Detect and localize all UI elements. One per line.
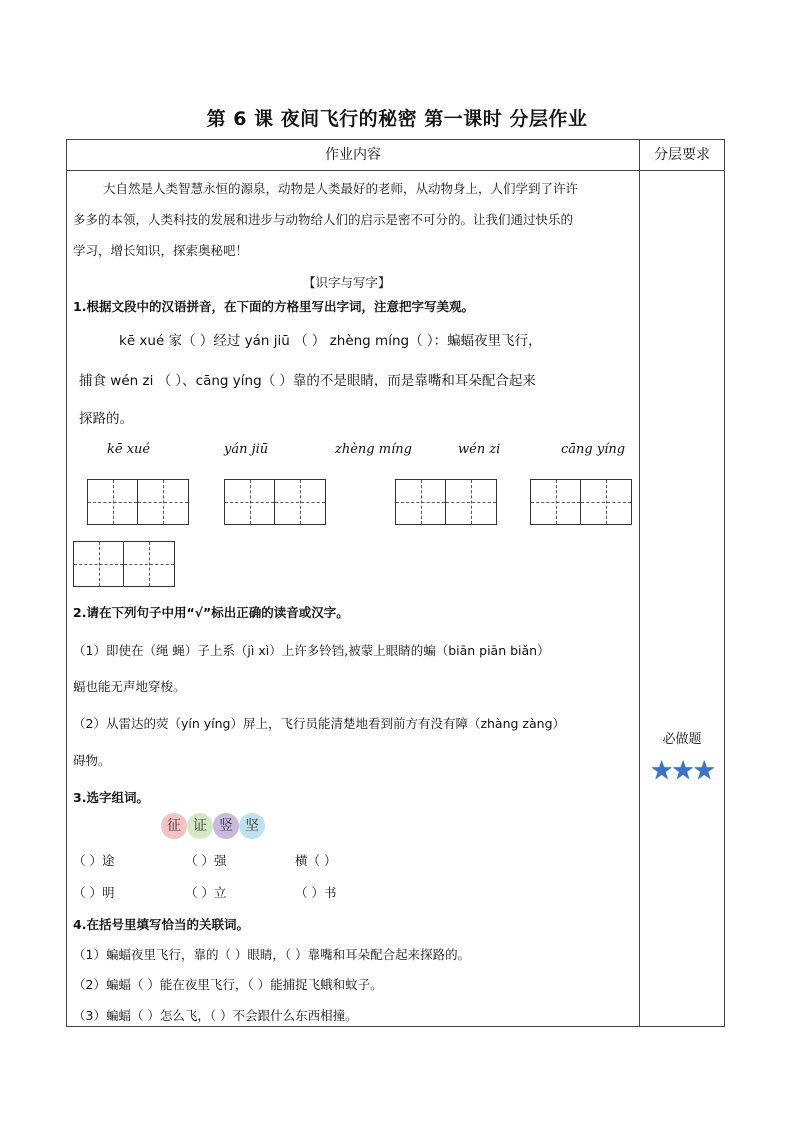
- grid-cell[interactable]: [74, 542, 124, 586]
- table-header-row: [67, 140, 724, 171]
- grid-cell[interactable]: [88, 480, 138, 524]
- q4-sentence: （1）蝙蝠夜里飞行，靠的（ ）眼睛，（ ）靠嘴和耳朵配合起来探路的。: [73, 947, 471, 962]
- q4-prompt: 4.在括号里填写恰当的关联词。: [73, 917, 249, 932]
- q3-prompt: 3.选字组词。: [73, 790, 149, 805]
- q1-prompt: 1.根据文段中的汉语拼音，在下面的方格里写出字词，注意把字写美观。: [73, 299, 474, 314]
- header-requirement: 分层要求: [654, 147, 710, 163]
- char-circle: 坚: [239, 813, 265, 839]
- column-divider: [639, 140, 640, 1026]
- q3-blank: （ ）强: [185, 853, 227, 868]
- writing-grid[interactable]: [530, 479, 632, 525]
- pinyin-label: cāng yíng: [561, 442, 626, 457]
- writing-grid[interactable]: [395, 479, 497, 525]
- q1-passage-line: kē xué 家（ ）经过 yán jiū （ ） zhèng míng（ ）：蝙蝠夜里飞行，: [119, 333, 542, 349]
- grid-cell[interactable]: [275, 480, 325, 524]
- grid-cell[interactable]: [124, 542, 174, 586]
- q2-prompt: 2.请在下列句子中用“√”标出正确的读音或汉字。: [73, 605, 349, 620]
- q4-sentence: （3）蝙蝠（ ）怎么飞，（ ）不会跟什么东西相撞。: [73, 1008, 358, 1023]
- q3-blank: （ ）明: [73, 885, 115, 900]
- header-content: 作业内容: [325, 147, 381, 163]
- writing-grid[interactable]: [87, 479, 189, 525]
- writing-grid[interactable]: [73, 541, 175, 587]
- grid-cell[interactable]: [581, 480, 631, 524]
- star-rating-icon: [640, 756, 724, 786]
- intro-line: 大自然是人类智慧永恒的源泉，动物是人类最好的老师，从动物身上，人们学到了许许: [103, 181, 579, 196]
- q2-sentence-line: （1）即使在（绳 蝇）子上系（jì xì）上许多铃铛,被蒙上眼睛的蝙（biān piān biǎn）: [73, 643, 550, 658]
- pinyin-label: wén zi: [458, 442, 501, 457]
- q2-sentence-line: （2）从雷达的荧（yín yíng）屏上，飞行员能清楚地看到前方有没有障（zhàng zàng）: [73, 716, 565, 731]
- writing-grid[interactable]: [224, 479, 326, 525]
- q1-passage-line: 捕食 wén zi （ ）、cāng yíng（ ）靠的不是眼睛，而是靠嘴和耳朵配合起来: [79, 373, 536, 389]
- page-title: 第 6 课 夜间飞行的秘密 第一课时 分层作业: [206, 108, 588, 130]
- char-circle: 竖: [213, 813, 239, 839]
- grid-cell[interactable]: [531, 480, 581, 524]
- homework-table: [66, 139, 725, 1027]
- section-heading: 【识字与写字】: [303, 275, 391, 290]
- q3-blank: 横（ ）: [295, 853, 337, 868]
- char-circle: 证: [187, 813, 213, 839]
- q2-sentence-line: 碍物。: [73, 753, 111, 768]
- grid-cell[interactable]: [138, 480, 188, 524]
- intro-line: 多多的本领，人类科技的发展和进步与动物给人们的启示是密不可分的。让我们通过快乐的: [73, 212, 574, 227]
- stars-text: ★★★: [650, 756, 714, 786]
- pinyin-label: kē xué: [107, 442, 151, 457]
- q4-sentence: （2）蝙蝠（ ）能在夜里飞行，（ ）能捕捉飞蛾和蚊子。: [73, 977, 383, 992]
- pinyin-label: zhèng míng: [335, 442, 412, 457]
- q2-sentence-line: 蝠也能无声地穿梭。: [73, 679, 186, 694]
- q3-blank: （ ）途: [73, 853, 115, 868]
- char-circle: 征: [161, 813, 187, 839]
- grid-cell[interactable]: [396, 480, 446, 524]
- grid-cell[interactable]: [446, 480, 496, 524]
- q1-passage-line: 探路的。: [79, 411, 133, 427]
- pinyin-label: yán jiū: [224, 442, 269, 457]
- intro-line: 学习，增长知识，探索奥秘吧！: [73, 243, 249, 258]
- q3-blank: （ ）立: [185, 885, 227, 900]
- grid-cell[interactable]: [225, 480, 275, 524]
- requirement-label: 必做题: [662, 732, 702, 747]
- q3-blank: （ ）书: [295, 885, 337, 900]
